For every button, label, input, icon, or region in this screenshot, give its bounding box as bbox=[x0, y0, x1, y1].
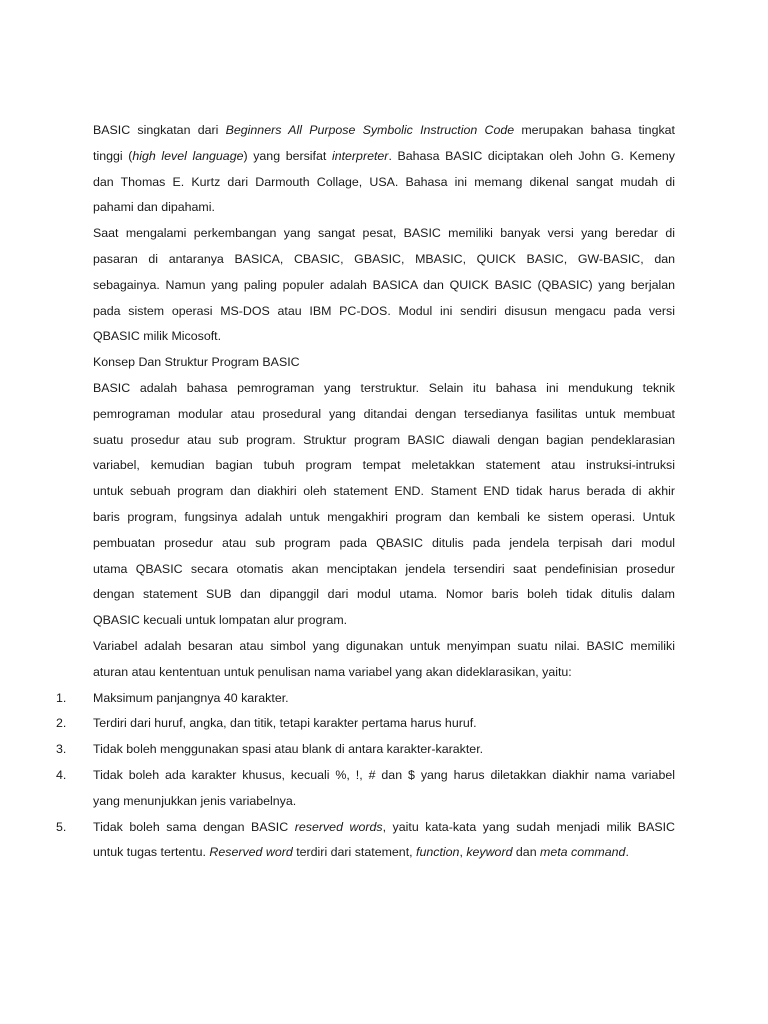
list-item bbox=[56, 815, 675, 867]
concept-line-10: QBASIC kecuali untuk lompatan alur program. bbox=[93, 613, 348, 628]
list-number: 4. bbox=[56, 767, 67, 782]
list-item-text bbox=[93, 840, 675, 866]
text-span: . Bahasa BASIC diciptakan oleh John G. Kemeny bbox=[388, 148, 675, 163]
history-line-3: sebagainya. Namun yang paling populer adalah BASICA dan QUICK BASIC (QBASIC) yang berjalan bbox=[93, 277, 675, 292]
intro-line-1 bbox=[93, 118, 675, 144]
italic-term: meta command bbox=[540, 845, 626, 860]
text-span: terdiri dari statement, bbox=[292, 845, 417, 860]
variable-line-2: aturan atau kententuan untuk penulisan nama variabel yang akan dideklarasikan, yaitu: bbox=[93, 664, 572, 679]
italic-term: function bbox=[416, 845, 460, 860]
concept-line-5: untuk sebuah program dan diakhiri oleh statement END. Stament END tidak harus berada di akhir bbox=[93, 484, 675, 499]
list-item-text: Tidak boleh menggunakan spasi atau blank di antara karakter-karakter. bbox=[93, 742, 484, 757]
concept-line-9: dengan statement SUB dan dipanggil dari modul utama. Nomor baris boleh tidak ditulis dalam bbox=[93, 587, 675, 602]
list-number: 3. bbox=[56, 742, 67, 757]
italic-term: keyword bbox=[466, 845, 513, 860]
history-line-4: pada sistem operasi MS-DOS atau IBM PC-DOS. Modul ini sendiri disusun mengacu pada versi bbox=[93, 303, 675, 318]
history-line-5: QBASIC milik Micosoft. bbox=[93, 329, 222, 344]
list-item bbox=[56, 711, 675, 737]
list-item bbox=[56, 763, 675, 815]
concept-line-7: pembuatan prosedur atau sub program pada QBASIC ditulis pada jendela terpisah dari modul bbox=[93, 535, 675, 550]
text-span: , yaitu kata-kata yang sudah menjadi milik BASIC bbox=[382, 819, 675, 834]
variable-line-1: Variabel adalah besaran atau simbol yang digunakan untuk menyimpan suatu nilai. BASIC memiliki bbox=[93, 638, 675, 653]
intro-line-3: dan Thomas E. Kurtz dari Darmouth Collage, USA. Bahasa ini memang dikenal sangat mudah di bbox=[93, 174, 675, 189]
variable-paragraph bbox=[93, 634, 675, 686]
history-line-1: Saat mengalami perkembangan yang sangat pesat, BASIC memiliki banyak versi yang beredar di bbox=[93, 226, 675, 241]
concept-line-2: pemrograman modular atau prosedural yang ditandai dengan tersedianya fasilitas untuk membuat bbox=[93, 406, 675, 421]
history-line-2: pasaran di antaranya BASICA, CBASIC, GBASIC, MBASIC, QUICK BASIC, GW-BASIC, dan bbox=[93, 251, 675, 266]
list-item bbox=[56, 686, 675, 712]
concept-line-3: suatu prosedur atau sub program. Struktur program BASIC diawali dengan bagian pendeklarasian bbox=[93, 432, 675, 447]
italic-term: high level language bbox=[132, 148, 244, 163]
italic-term: interpreter bbox=[331, 148, 389, 163]
concept-line-4: variabel, kemudian bagian tubuh program tempat meletakkan statement atau instruksi-intruksi bbox=[93, 458, 675, 473]
text-span: merupakan bahasa tingkat bbox=[514, 123, 675, 137]
list-number: 2. bbox=[56, 716, 67, 731]
intro-paragraph bbox=[93, 118, 675, 221]
text-span: Tidak boleh sama dengan BASIC bbox=[93, 819, 295, 834]
list-number: 5. bbox=[56, 819, 67, 834]
intro-line-2 bbox=[93, 144, 675, 170]
text-span: dan bbox=[512, 845, 541, 860]
text-span: ) yang bersifat bbox=[243, 148, 332, 163]
concept-line-1: BASIC adalah bahasa pemrograman yang terstruktur. Selain itu bahasa ini mendukung teknik bbox=[93, 380, 675, 395]
variable-rules-list bbox=[56, 686, 675, 867]
italic-term: Beginners All Purpose Symbolic Instruction Code bbox=[225, 123, 515, 137]
list-item-text: Maksimum panjangnya 40 karakter. bbox=[93, 690, 289, 705]
italic-term: Reserved word bbox=[209, 845, 293, 860]
italic-term: reserved words bbox=[294, 819, 383, 834]
list-item bbox=[56, 737, 675, 763]
list-item-text: Tidak boleh ada karakter khusus, kecuali %, !, # dan $ yang harus diletakkan diakhir nama variabel bbox=[93, 767, 675, 782]
text-span: , bbox=[459, 845, 467, 860]
text-span: tinggi ( bbox=[93, 148, 133, 163]
text-span: untuk tugas tertentu. bbox=[93, 845, 210, 860]
concept-line-6: baris program, fungsinya adalah untuk mengakhiri program dan kembali ke sistem operasi. Untuk bbox=[93, 509, 675, 524]
text-span: BASIC singkatan dari bbox=[93, 123, 226, 137]
concept-line-8: utama QBASIC secara otomatis akan menciptakan jendela tersendiri saat pendefinisian prosedur bbox=[93, 561, 675, 576]
list-item-text bbox=[93, 815, 675, 841]
list-item-text: Terdiri dari huruf, angka, dan titik, tetapi karakter pertama harus huruf. bbox=[93, 716, 477, 731]
history-paragraph bbox=[93, 221, 675, 350]
concept-paragraph bbox=[93, 376, 675, 634]
list-item-text: yang menunjukkan jenis variabelnya. bbox=[93, 793, 297, 808]
intro-line-4: pahami dan dipahami. bbox=[93, 200, 215, 215]
section-heading: Konsep Dan Struktur Program BASIC bbox=[93, 355, 300, 370]
list-number: 1. bbox=[56, 690, 67, 705]
text-span: . bbox=[625, 845, 629, 860]
